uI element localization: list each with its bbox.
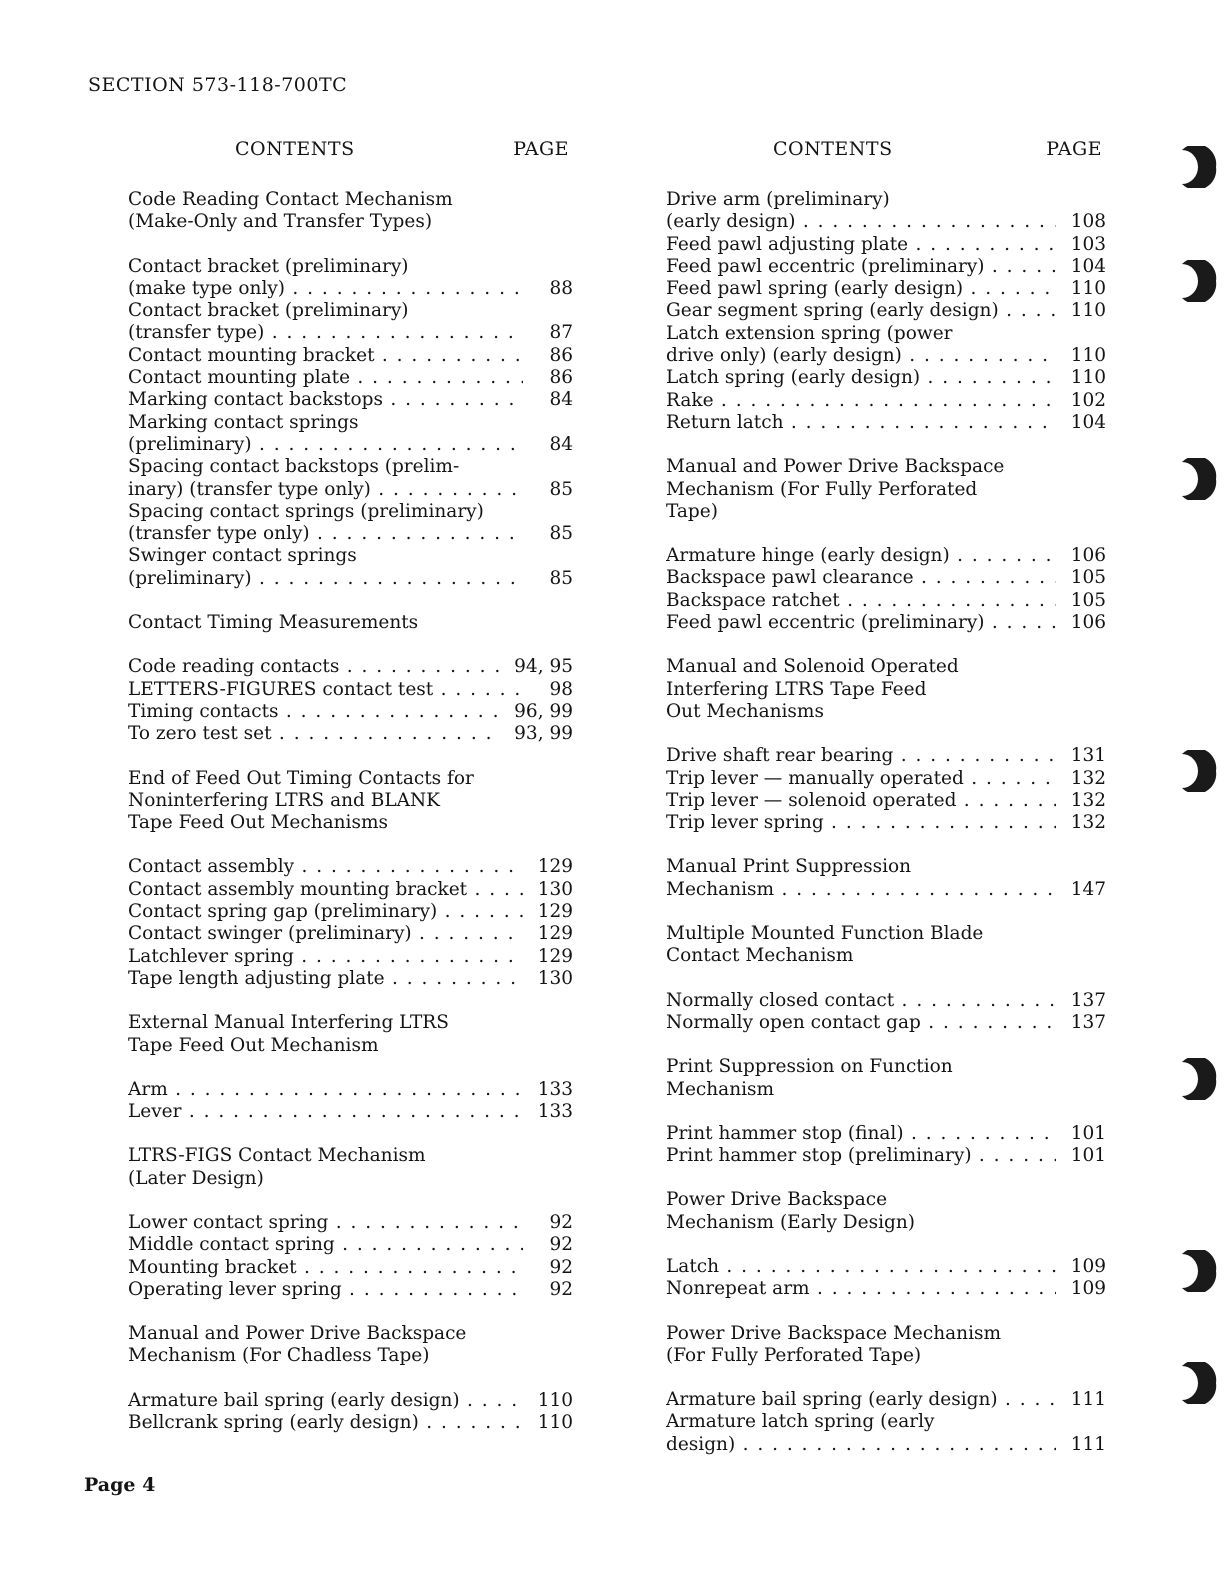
entry-title: Latch . . . (666, 1256, 1056, 1278)
group-title: Mechanism (Early Design) (666, 1211, 915, 1233)
toc-entries (666, 189, 1106, 434)
punch-hole-icon (1176, 1250, 1218, 1292)
toc-entries (128, 1390, 573, 1435)
toc-entry (128, 1412, 573, 1434)
punch-hole-icon (1176, 146, 1218, 188)
group-title: Code Reading Contact Mechanism (128, 189, 453, 210)
entry-title-line: Spacing contact springs (preliminary) (128, 500, 484, 522)
entry-title-line: Armature latch spring (early (666, 1411, 935, 1433)
entry-title: Code reading contacts . . . (128, 656, 501, 678)
entry-title: (preliminary) . . . (128, 568, 523, 590)
toc-entry (666, 590, 1106, 612)
group-title: (Later Design) (128, 1167, 264, 1189)
entry-page: 133 (537, 1078, 573, 1100)
toc-entry (666, 1123, 1106, 1145)
entry-title: Armature bail spring (early design) . . . (128, 1390, 523, 1412)
toc-entries (666, 1256, 1106, 1301)
toc-entry (128, 434, 573, 456)
group-title: Manual and Solenoid Operated (666, 656, 959, 678)
group-title: Manual and Power Drive Backspace (666, 456, 1005, 478)
group-title: Tape) (666, 500, 718, 522)
entry-title: Print hammer stop (final) . . . (666, 1123, 1056, 1145)
entry-page: 86 (549, 344, 573, 366)
entry-page: 103 (1070, 233, 1106, 255)
contents-column-left (128, 138, 573, 1456)
entry-title: Armature bail spring (early design) . . . (666, 1389, 1056, 1411)
entry-page: 132 (1070, 812, 1106, 834)
toc-entry (128, 1279, 573, 1301)
entry-title: Contact swinger (preliminary) . . . (128, 923, 523, 945)
entry-title: Latch spring (early design) . . . (666, 367, 1056, 389)
toc-entry (128, 479, 573, 501)
entry-page: 132 (1070, 789, 1106, 811)
contents-label: CONTENTS (235, 138, 355, 160)
entry-title: Contact assembly . . . (128, 856, 523, 878)
toc-entry (128, 523, 573, 545)
entry-title: Trip lever spring . . . (666, 812, 1056, 834)
toc-entry (666, 990, 1106, 1012)
toc-entry (128, 879, 573, 901)
entry-page: 92 (549, 1256, 573, 1278)
entry-title: Normally closed contact . . . (666, 990, 1056, 1012)
entry-title: (transfer type) . . . (128, 322, 523, 344)
toc-entry (128, 568, 573, 590)
entry-title: Feed pawl eccentric (preliminary) . . . (666, 256, 1056, 278)
entry-title: Latchlever spring . . . (128, 946, 523, 968)
entry-page: 84 (549, 433, 573, 455)
toc-entry (128, 389, 573, 411)
toc-entry (128, 701, 573, 723)
entry-page: 110 (1070, 278, 1106, 300)
entry-page: 106 (1070, 545, 1106, 567)
entry-title: Operating lever spring . . . (128, 1279, 523, 1301)
entry-page: 104 (1070, 411, 1106, 433)
entry-title: Backspace pawl clearance . . . (666, 567, 1056, 589)
entry-page: 110 (1070, 300, 1106, 322)
entry-page: 111 (1070, 1433, 1106, 1455)
toc-groups (128, 189, 573, 1434)
page-label: PAGE (513, 138, 569, 160)
entry-title: Marking contact backstops . . . (128, 389, 523, 411)
group-title: Manual and Power Drive Backspace (128, 1323, 467, 1345)
toc-group (666, 1189, 1106, 1300)
toc-entries (128, 256, 573, 590)
entry-title: Mounting bracket . . . (128, 1257, 523, 1279)
punch-hole-icon (1176, 750, 1218, 792)
toc-entry (666, 545, 1106, 567)
punch-hole-icon (1176, 260, 1218, 302)
entry-title: Tape length adjusting plate . . . (128, 968, 523, 990)
entry-title: Feed pawl eccentric (preliminary) . . . (666, 612, 1056, 634)
entry-title-line: Contact bracket (preliminary) (128, 300, 409, 322)
entry-title: Armature hinge (early design) . . . (666, 545, 1056, 567)
entry-page: 105 (1070, 567, 1106, 589)
entry-page: 130 (537, 967, 573, 989)
entry-title: Normally open contact gap . . . (666, 1012, 1056, 1034)
toc-groups (666, 189, 1106, 1456)
group-title: External Manual Interfering LTRS (128, 1012, 449, 1034)
entry-title: Arm . . . (128, 1079, 523, 1101)
toc-group (666, 456, 1106, 634)
toc-group (666, 1323, 1106, 1456)
toc-entry (128, 367, 573, 389)
toc-entry (666, 345, 1106, 367)
entry-title: Print hammer stop (preliminary) . . . (666, 1145, 1056, 1167)
entry-page: 110 (537, 1412, 573, 1434)
entry-page: 133 (537, 1101, 573, 1123)
entry-title: Contact assembly mounting bracket . . . (128, 879, 523, 901)
toc-entry (666, 234, 1106, 256)
toc-entry (666, 256, 1106, 278)
toc-entry (666, 745, 1106, 767)
entry-title: Middle contact spring . . . (128, 1234, 523, 1256)
group-title: Power Drive Backspace (666, 1189, 888, 1211)
toc-entries (666, 1123, 1106, 1168)
column-heading (666, 138, 1106, 168)
entry-page: 101 (1070, 1122, 1106, 1144)
toc-entry (666, 1012, 1106, 1034)
toc-entry (128, 1079, 573, 1101)
entry-page: 86 (549, 367, 573, 389)
toc-entry (666, 367, 1106, 389)
entry-title: Lever . . . (128, 1101, 523, 1123)
entry-title: Trip lever — manually operated . . . (666, 768, 1056, 790)
toc-entry (666, 390, 1106, 412)
toc-entry (666, 1278, 1106, 1300)
toc-entries (128, 656, 573, 745)
toc-entry (666, 879, 1106, 901)
toc-group (666, 189, 1106, 434)
entry-title: Lower contact spring . . . (128, 1212, 523, 1234)
entry-page: 84 (549, 389, 573, 411)
toc-entry (666, 1145, 1106, 1167)
entry-page: 106 (1070, 612, 1106, 634)
toc-entry (128, 1101, 573, 1123)
entry-title: Gear segment spring (early design) . . . (666, 300, 1056, 322)
entry-title: Feed pawl spring (early design) . . . (666, 278, 1056, 300)
entry-page: 109 (1070, 1278, 1106, 1300)
toc-entry (666, 612, 1106, 634)
entry-title: Rake . . . (666, 390, 1056, 412)
toc-entries (666, 1389, 1106, 1456)
entry-page: 132 (1070, 767, 1106, 789)
toc-group (128, 768, 573, 991)
entry-page: 137 (1070, 989, 1106, 1011)
punch-hole-icon (1176, 458, 1218, 500)
toc-group (666, 1056, 1106, 1167)
toc-entry (128, 901, 573, 923)
entry-page: 129 (537, 901, 573, 923)
entry-title: (preliminary) . . . (128, 434, 523, 456)
entry-title: Contact mounting plate . . . (128, 367, 523, 389)
group-title: Interfering LTRS Tape Feed (666, 678, 927, 700)
toc-entry (128, 1257, 573, 1279)
group-title: Contact Mechanism (666, 945, 854, 967)
punch-hole-icon (1176, 1362, 1218, 1404)
entry-page: 108 (1070, 211, 1106, 233)
entry-page: 96, 99 (514, 700, 573, 722)
toc-entry (128, 679, 573, 701)
toc-group (666, 656, 1106, 834)
group-title: Tape Feed Out Mechanisms (128, 812, 389, 834)
entry-title: Contact spring gap (preliminary) . . . (128, 901, 523, 923)
entry-title: Backspace ratchet . . . (666, 590, 1056, 612)
punch-hole-icon (1176, 1058, 1218, 1100)
entry-page: 105 (1070, 589, 1106, 611)
toc-group (128, 189, 573, 590)
entry-page: 92 (549, 1211, 573, 1233)
entry-page: 130 (537, 878, 573, 900)
toc-entries (666, 745, 1106, 834)
entry-title: Bellcrank spring (early design) . . . (128, 1412, 523, 1434)
toc-entry (666, 1434, 1106, 1456)
toc-entries (666, 990, 1106, 1035)
entry-title: Nonrepeat arm . . . (666, 1278, 1056, 1300)
toc-entry (128, 1234, 573, 1256)
toc-entry (666, 278, 1106, 300)
entry-title: To zero test set . . . (128, 723, 501, 745)
group-title: Mechanism (666, 1078, 775, 1100)
toc-entry (666, 812, 1106, 834)
group-title: Out Mechanisms (666, 700, 824, 722)
section-header: SECTION 573-118-700TC (88, 74, 348, 96)
entry-title: Mechanism . . . (666, 879, 1056, 901)
entry-page: 85 (549, 478, 573, 500)
group-title: (Make-Only and Transfer Types) (128, 211, 433, 233)
entry-page: 129 (537, 923, 573, 945)
entry-title-line: Swinger contact springs (128, 545, 357, 567)
toc-entry (128, 923, 573, 945)
entry-page: 93, 99 (514, 723, 573, 745)
toc-entries (666, 879, 1106, 901)
entry-page: 109 (1070, 1255, 1106, 1277)
toc-entry (128, 278, 573, 300)
entry-page: 94, 95 (514, 656, 573, 678)
entry-page: 111 (1070, 1389, 1106, 1411)
entry-page: 85 (549, 523, 573, 545)
entry-title-line: Drive arm (preliminary) (666, 189, 890, 210)
toc-entry (666, 790, 1106, 812)
entry-title: inary) (transfer type only) . . . (128, 479, 523, 501)
entry-title: Return latch . . . (666, 412, 1056, 434)
entry-title-line: Marking contact springs (128, 411, 359, 433)
entry-page: 104 (1070, 255, 1106, 277)
entry-title: (transfer type only) . . . (128, 523, 523, 545)
toc-entry (128, 946, 573, 968)
entry-page: 110 (1070, 345, 1106, 367)
toc-group (666, 923, 1106, 1034)
page-number: Page 4 (84, 1474, 156, 1496)
column-heading (128, 138, 573, 168)
toc-group (128, 1145, 573, 1301)
page-label: PAGE (1046, 138, 1102, 160)
toc-entry (666, 768, 1106, 790)
entry-page: 92 (549, 1234, 573, 1256)
group-title: Manual Print Suppression (666, 856, 912, 878)
toc-entry (128, 322, 573, 344)
toc-entries (128, 1079, 573, 1124)
contents-label: CONTENTS (773, 138, 893, 160)
group-title: LTRS-FIGS Contact Mechanism (128, 1145, 426, 1167)
entry-page: 98 (549, 678, 573, 700)
toc-entry (128, 968, 573, 990)
toc-entry (128, 1212, 573, 1234)
entry-title: (early design) . . . (666, 211, 1056, 233)
group-title: Print Suppression on Function (666, 1056, 953, 1078)
toc-group (128, 612, 573, 745)
entry-page: 110 (1070, 367, 1106, 389)
entry-page: 137 (1070, 1011, 1106, 1033)
entry-title: Contact mounting bracket . . . (128, 345, 523, 367)
toc-entry (128, 1390, 573, 1412)
entry-title: design) . . . (666, 1434, 1056, 1456)
group-title: Power Drive Backspace Mechanism (666, 1322, 1002, 1344)
entry-page: 87 (549, 322, 573, 344)
toc-entry (128, 856, 573, 878)
entry-title: Feed pawl adjusting plate . . . (666, 234, 1056, 256)
group-title: Mechanism (For Fully Perforated (666, 478, 978, 500)
toc-entry (666, 412, 1106, 434)
toc-entry (666, 300, 1106, 322)
entry-page: 147 (1070, 878, 1106, 900)
entry-page: 131 (1070, 745, 1106, 767)
toc-entry (666, 211, 1106, 233)
entry-title-line: Spacing contact backstops (prelim- (128, 456, 460, 478)
entry-page: 85 (549, 567, 573, 589)
entry-title: Drive shaft rear bearing . . . (666, 745, 1056, 767)
toc-group (666, 856, 1106, 901)
toc-entry (666, 1256, 1106, 1278)
toc-entries (666, 545, 1106, 634)
toc-entries (128, 1212, 573, 1301)
entry-page: 129 (537, 945, 573, 967)
group-title: Noninterfering LTRS and BLANK (128, 789, 441, 811)
entry-page: 101 (1070, 1145, 1106, 1167)
group-title: Mechanism (For Chadless Tape) (128, 1345, 430, 1367)
group-title: Tape Feed Out Mechanism (128, 1034, 379, 1056)
entry-title-line: Contact bracket (preliminary) (128, 255, 409, 277)
entry-page: 102 (1070, 389, 1106, 411)
entry-title: Trip lever — solenoid operated . . . (666, 790, 1056, 812)
entry-title-line: Latch extension spring (power (666, 322, 953, 344)
toc-group (128, 1012, 573, 1123)
group-title: Multiple Mounted Function Blade (666, 923, 984, 945)
toc-entry (128, 345, 573, 367)
toc-entry (666, 1389, 1106, 1411)
entry-title: drive only) (early design) . . . (666, 345, 1056, 367)
group-title: (For Fully Perforated Tape) (666, 1344, 922, 1366)
toc-entry (128, 723, 573, 745)
group-title: End of Feed Out Timing Contacts for (128, 767, 474, 789)
entry-title: LETTERS-FIGURES contact test . . . (128, 679, 523, 701)
toc-entry (128, 656, 573, 678)
contents-column-right (666, 138, 1106, 1478)
toc-group (128, 1323, 573, 1434)
entry-page: 88 (549, 277, 573, 299)
entry-page: 92 (549, 1278, 573, 1300)
entry-page: 129 (537, 856, 573, 878)
toc-entries (128, 856, 573, 990)
entry-title: (make type only) . . . (128, 278, 523, 300)
group-title: Contact Timing Measurements (128, 612, 419, 634)
entry-title: Timing contacts . . . (128, 701, 501, 723)
toc-entry (666, 567, 1106, 589)
entry-page: 110 (537, 1389, 573, 1411)
